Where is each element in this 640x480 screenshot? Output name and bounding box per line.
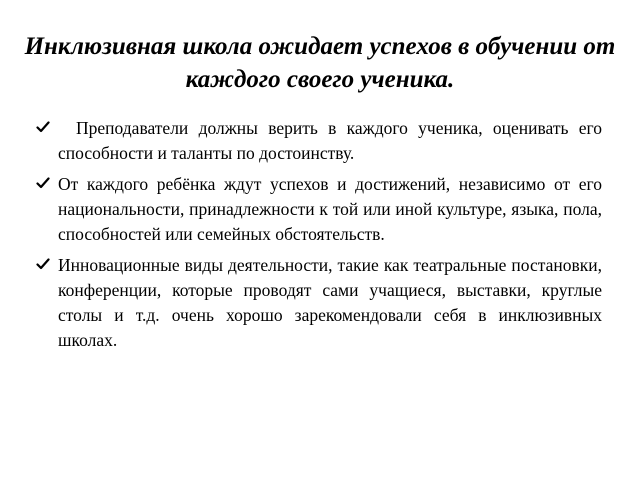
checkmark-icon [36,257,50,271]
bullet-text: От каждого ребёнка ждут успехов и достижений, независимо от его национальности, принадлежности к той или иной культуре, языка, пола, способностей или семейных обстоятельств. [58,174,602,244]
checkmark-icon [36,120,50,134]
bullet-list [36,116,602,359]
bullet-text: Инновационные виды деятельности, такие как театральные постановки, конференции, которые проводят сами учащиеся, выставки, круглые столы и т.д. очень хорошо зарекомендовали себя в инклюзивных школах. [58,255,602,350]
list-item [36,116,602,166]
checkmark-icon [36,176,50,190]
slide-title: Инклюзивная школа ожидает успехов в обучении от каждого своего ученика. [24,33,616,93]
bullet-text: Преподаватели должны верить в каждого ученика, оценивать его способности и таланты по достоинству. [58,118,602,163]
list-item [36,253,602,353]
list-item [36,172,602,247]
